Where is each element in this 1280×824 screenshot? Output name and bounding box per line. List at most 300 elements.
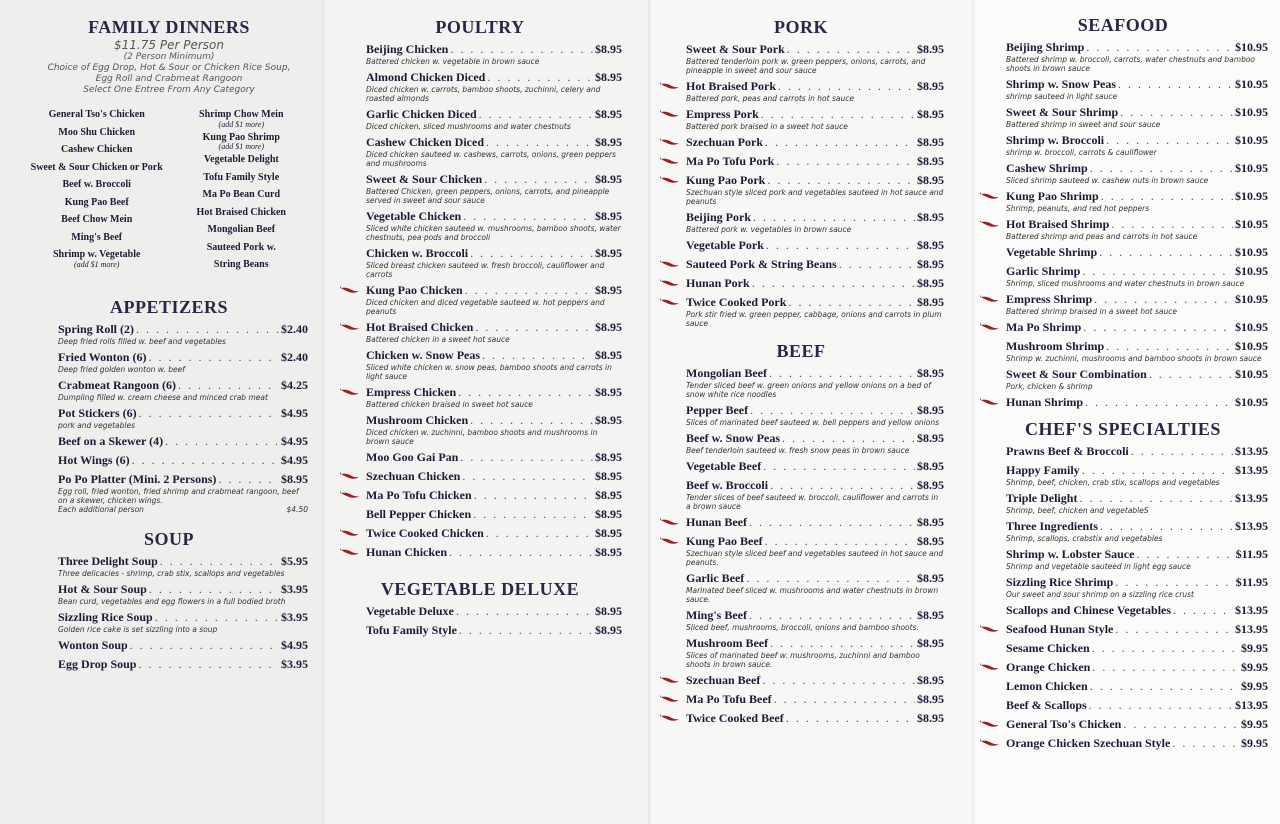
family-entree: Moo Shu Chicken (58, 126, 136, 138)
dot-leader (456, 604, 593, 619)
menu-item-description: Battered chicken in a sweet hot sauce (366, 335, 510, 344)
menu-item-row (58, 472, 308, 487)
menu-item (338, 172, 622, 205)
menu-item-name: Scallops and Chinese Vegetables (1006, 603, 1172, 617)
beef-section (658, 340, 944, 726)
family-entree: Ming's Beef (71, 231, 123, 243)
menu-item-row (366, 172, 622, 187)
dot-leader (149, 582, 279, 597)
menu-item-price: $4.95 (281, 452, 308, 467)
menu-item-price: $3.95 (281, 581, 308, 596)
menu-item-price: $8.95 (917, 571, 944, 585)
menu-item-name: Szechuan Chicken (366, 469, 461, 483)
menu-item-row (1006, 444, 1268, 459)
menu-item-row (1006, 603, 1268, 618)
menu-item-name: Sizzling Rice Soup (58, 609, 153, 624)
menu-item (338, 107, 622, 131)
menu-item-row (1006, 698, 1268, 713)
family-entree: Shrimp w. Vegetable (52, 249, 141, 260)
menu-item-row (1006, 395, 1268, 410)
menu-item-row (686, 636, 944, 651)
soup-list (30, 554, 308, 672)
menu-item (658, 459, 944, 474)
red-pepper-icon (660, 695, 680, 703)
dot-leader (1099, 245, 1233, 260)
each-additional-price: $4.50 (286, 504, 308, 514)
menu-item (338, 246, 622, 279)
family-price: $11.75 Per Person (114, 38, 224, 52)
menu-item-price: $8.95 (917, 173, 944, 187)
menu-item (658, 636, 944, 669)
menu-item-name: Shrimp w. Snow Peas (1006, 77, 1117, 91)
menu-item-name: Mushroom Beef (686, 636, 769, 650)
menu-item (658, 673, 944, 688)
menu-item-row (58, 434, 308, 449)
menu-item-description: Deep fried rolls filled w. beef and vegetables (58, 336, 226, 346)
menu-item-description: Battered pork, peas and carrots in hot sauce (686, 94, 854, 103)
dot-leader (1090, 679, 1239, 694)
menu-item-description: Sliced white chicken w. snow peas, bamboo shoots and carrots in light sauce (366, 363, 612, 381)
menu-item (658, 107, 944, 131)
family-entree: Mongolian Beef (207, 224, 276, 235)
menu-item-price: $8.95 (917, 295, 944, 309)
dot-leader (463, 209, 593, 224)
menu-item-price: $8.95 (595, 283, 622, 297)
red-pepper-icon (340, 472, 360, 480)
menu-item-price: $8.95 (595, 320, 622, 334)
red-pepper-icon (660, 714, 680, 722)
dot-leader (178, 378, 279, 393)
menu-item-row (686, 79, 944, 94)
dot-leader (160, 554, 279, 569)
family-entree: Hot Braised Chicken (196, 206, 286, 218)
menu-item (658, 295, 944, 328)
dot-leader (766, 238, 915, 253)
menu-item-price: $8.95 (917, 459, 944, 473)
menu-item-name: Prawns Beef & Broccoli (1006, 444, 1129, 458)
dot-leader (1106, 133, 1233, 148)
dot-leader (776, 154, 915, 169)
dot-leader (770, 636, 915, 651)
menu-item-price: $2.40 (281, 349, 308, 364)
menu-item-price: $8.95 (917, 711, 944, 725)
red-pepper-icon (340, 323, 360, 331)
menu-item-row (58, 453, 308, 468)
menu-item-description: Battered Chicken, green peppers, onions, carrots, and pineapple served in sweet and sour sauce (366, 187, 610, 205)
menu-item-row (686, 692, 944, 707)
menu-item-description: Shrimp w. zuchinni, mushrooms and bamboo shoots in brown sauce (1006, 354, 1262, 363)
menu-item-description: Battered tenderloin pork w. green peppers, onions, carrots, and pineapple in sweet and sour sauce (686, 57, 926, 75)
menu-item-row (686, 515, 944, 530)
chef-section (978, 418, 1268, 751)
dot-leader (1101, 189, 1233, 204)
menu-item-price: $9.95 (1241, 717, 1268, 731)
menu-item-name: Kung Pao Chicken (366, 283, 463, 297)
dot-leader (750, 403, 915, 418)
dot-leader (139, 406, 279, 421)
dot-leader (1123, 717, 1239, 732)
menu-item-price: $8.95 (595, 545, 622, 559)
menu-item-price: $8.95 (917, 403, 944, 417)
red-pepper-icon (660, 138, 680, 146)
menu-item (658, 692, 944, 707)
menu-item-description: Shrimp, scallops, crabstix and vegetables (1006, 534, 1163, 543)
dot-leader (132, 453, 279, 468)
panel-seafood-chef (972, 0, 1280, 824)
menu-item-price: $8.95 (595, 172, 622, 186)
menu-item-row (1006, 245, 1268, 260)
family-choice: Choice of Egg Drop, Hot & Sour or Chicken Rice Soup, (47, 63, 291, 73)
red-pepper-icon (660, 157, 680, 165)
menu-item-name: Orange Chicken (1006, 660, 1091, 674)
menu-item (658, 173, 944, 206)
menu-item (658, 276, 944, 291)
menu-item-row (58, 350, 308, 365)
family-min: (2 Person Minimum) (123, 52, 215, 62)
menu-item-price: $8.95 (917, 534, 944, 548)
menu-item-price: $8.95 (595, 413, 622, 427)
menu-item-name: Ma Po Tofu Beef (686, 692, 772, 706)
menu-item (658, 711, 944, 726)
family-dinners-info (30, 38, 308, 96)
menu-item-name: Kung Pao Shrimp (1006, 189, 1099, 203)
menu-item-row (366, 385, 622, 400)
dot-leader (486, 135, 593, 150)
dot-leader (746, 571, 915, 586)
family-entree: Sauteed Pork w. (206, 241, 276, 253)
dot-leader (1136, 547, 1233, 562)
each-additional-label: Each additional person (58, 504, 144, 514)
menu-item-row (1006, 105, 1268, 120)
menu-item-name: Garlic Beef (686, 571, 745, 585)
menu-item (338, 348, 622, 381)
menu-item-name: Lemon Chicken (1006, 679, 1088, 693)
family-entree: Beef Chow Mein (61, 214, 133, 225)
menu-item-name: Triple Delight (1006, 491, 1078, 505)
menu-item-price: $10.95 (1235, 320, 1268, 334)
menu-item-name: Empress Shrimp (1006, 292, 1093, 306)
menu-item-description: Diced chicken, sliced mushrooms and water chestnuts (366, 122, 571, 131)
menu-item-description: Sliced shrimp sauteed w. cashew nuts in brown sauce (1006, 176, 1209, 185)
menu-item-price: $8.95 (595, 488, 622, 502)
menu-item (978, 320, 1268, 335)
menu-item-name: Hot Braised Shrimp (1006, 217, 1110, 231)
menu-item (978, 641, 1268, 656)
menu-item-price: $8.95 (917, 692, 944, 706)
red-pepper-icon (340, 491, 360, 499)
menu-item-price: $10.95 (1235, 339, 1268, 353)
menu-item (978, 133, 1268, 157)
menu-item (338, 385, 622, 409)
menu-item-price: $8.95 (917, 276, 944, 290)
dot-leader (839, 257, 915, 272)
dot-leader (782, 431, 915, 446)
red-pepper-icon (980, 323, 1000, 331)
menu-item-price: $8.95 (917, 238, 944, 252)
menu-item (978, 367, 1268, 391)
menu-item (658, 515, 944, 530)
dot-leader (1082, 264, 1233, 279)
menu-item (978, 547, 1268, 571)
menu-item-description: Battered chicken w. vegetable in brown sauce (366, 57, 540, 66)
menu-item-price: $8.95 (595, 385, 622, 399)
dot-leader (765, 534, 915, 549)
menu-item (338, 42, 622, 66)
menu-item-name: Hot Braised Pork (686, 79, 776, 93)
menu-item-name: Twice Cooked Pork (686, 295, 787, 309)
dot-leader (218, 472, 279, 487)
menu-item-row (366, 526, 622, 541)
menu-item-price: $8.95 (595, 209, 622, 223)
menu-item-row (1006, 717, 1268, 732)
menu-item-description: Diced chicken sauteed w. cashews, carrots, onions, green peppers and mushrooms (366, 150, 616, 168)
menu-item-row (686, 403, 944, 418)
menu-item-price: $9.95 (1241, 679, 1268, 693)
menu-item-row (1006, 339, 1268, 354)
menu-item-price: $8.95 (917, 636, 944, 650)
red-pepper-icon (980, 295, 1000, 303)
dot-leader (1092, 660, 1239, 675)
menu-item-row (1006, 217, 1268, 232)
family-entree: Kung Pao Shrimp (202, 131, 280, 143)
menu-item-row (1006, 320, 1268, 335)
menu-item-name: Sizzling Rice Shrimp (1006, 575, 1114, 589)
menu-item-row (686, 276, 944, 291)
dot-leader (761, 107, 915, 122)
menu-item-price: $10.95 (1235, 105, 1268, 119)
dot-leader (1149, 367, 1233, 382)
menu-item (978, 736, 1268, 751)
menu-item-price: $8.95 (917, 135, 944, 149)
appetizers-section (30, 296, 308, 514)
dot-leader (787, 42, 915, 57)
dot-leader (136, 322, 279, 337)
dot-leader (470, 246, 593, 261)
menu-item-name: Mushroom Chicken (366, 413, 469, 427)
family-entree: String Beans (213, 259, 269, 270)
menu-item-description: pork and vegetables (58, 420, 135, 430)
menu-item-row (366, 70, 622, 85)
menu-item-description: Shrimp and vegetable sauteed in light egg sauce (1006, 562, 1191, 571)
menu-item-row (366, 283, 622, 298)
family-entree-grid (30, 106, 308, 274)
appetizers-list (30, 322, 308, 505)
dot-leader (1100, 519, 1233, 534)
menu-item-row (686, 210, 944, 225)
menu-item-name: Cashew Chicken Diced (366, 135, 485, 149)
menu-item-name: Fried Wonton (6) (58, 349, 147, 364)
menu-item-name: Ming's Beef (686, 608, 747, 622)
menu-item-price: $8.95 (917, 478, 944, 492)
dot-leader (770, 478, 915, 493)
red-pepper-icon (660, 82, 680, 90)
menu-item-name: Hunan Shrimp (1006, 395, 1084, 409)
menu-item-name: Mongolian Beef (686, 366, 767, 380)
red-pepper-icon (980, 625, 1000, 633)
menu-item-row (1006, 519, 1268, 534)
dot-leader (487, 70, 593, 85)
dot-leader (484, 172, 593, 187)
menu-item (978, 519, 1268, 543)
dot-leader (763, 459, 915, 474)
menu-item-price: $8.95 (595, 507, 622, 521)
menu-item-description: Pork, chicken & shrimp (1006, 382, 1093, 391)
menu-item-name: Beef w. Broccoli (686, 478, 769, 492)
menu-item-row (1006, 660, 1268, 675)
menu-item-name: Ma Po Tofu Pork (686, 154, 775, 168)
menu-item (978, 217, 1268, 241)
dot-leader (479, 107, 593, 122)
menu-item-name: Szechuan Beef (686, 673, 761, 687)
menu-item-price: $4.95 (281, 433, 308, 448)
menu-item (30, 554, 308, 578)
menu-item-row (58, 657, 308, 672)
menu-item-description: Golden rice cake is set sizzling into a soup (58, 624, 218, 634)
menu-item (658, 608, 944, 632)
menu-item-row (366, 450, 622, 465)
seafood-title: SEAFOOD (1077, 15, 1169, 35)
family-entree: Beef w. Broccoli (62, 179, 131, 190)
menu-item-name: Shrimp w. Lobster Sauce (1006, 547, 1135, 561)
menu-item-description: Diced chicken w. zuchinni, bamboo shoots and mushrooms in brown sauce (366, 428, 598, 446)
menu-item-description: Dumpling filled w. cream cheese and minced crab meat (58, 392, 268, 402)
panel-pork-beef (648, 0, 972, 824)
menu-item-price: $4.95 (281, 405, 308, 420)
family-right-column (175, 106, 308, 274)
menu-item-name: Kung Pao Pork (686, 173, 766, 187)
menu-item-name: Hunan Chicken (366, 545, 448, 559)
menu-item (978, 679, 1268, 694)
menu-item-name: Seafood Hunan Style (1006, 622, 1114, 636)
family-eggroll: Egg Roll and Crabmeat Rangoon (95, 74, 243, 84)
menu-item-row (686, 42, 944, 57)
menu-item (338, 283, 622, 316)
dot-leader (1089, 698, 1233, 713)
menu-item (658, 238, 944, 253)
menu-item-price: $13.95 (1235, 444, 1268, 458)
menu-item (978, 575, 1268, 599)
menu-item (30, 582, 308, 606)
menu-item-price: $13.95 (1235, 603, 1268, 617)
menu-item-name: Happy Family (1006, 463, 1080, 477)
menu-item-description: Three delicacies - shrimp, crab stix, scallops and vegetables (58, 568, 285, 578)
page-fold (322, 0, 326, 824)
menu-item-description: Our sweet and sour shrimp on a sizzling rice crust (1006, 590, 1194, 599)
menu-item-description: Beef tenderloin sauteed w. fresh snow peas in brown sauce (686, 446, 910, 455)
menu-item-price: $8.95 (595, 135, 622, 149)
menu-item-name: Beijing Pork (686, 210, 751, 224)
menu-item-name: Pot Stickers (6) (58, 405, 137, 420)
menu-item (978, 161, 1268, 185)
menu-item-description: Battered shrimp and peas and carrots in hot sauce (1006, 232, 1198, 241)
menu-item-price: $8.95 (595, 469, 622, 483)
menu-item-price: $8.95 (917, 608, 944, 622)
menu-item-row (366, 488, 622, 503)
menu-item (658, 403, 944, 427)
menu-item-name: Beef & Scallops (1006, 698, 1087, 712)
menu-item-name: Chicken w. Snow Peas (366, 348, 481, 362)
red-pepper-icon (660, 518, 680, 526)
menu-item-description: Tender sliced beef w. green onions and yellow onions on a bed of snow white rice noodles (686, 381, 931, 399)
dot-leader (474, 488, 593, 503)
family-entree: Sweet & Sour Chicken or Pork (30, 161, 163, 173)
dot-leader (1115, 622, 1233, 637)
menu-item-price: $10.95 (1235, 161, 1268, 175)
dot-leader (460, 450, 593, 465)
menu-item (338, 545, 622, 560)
menu-item-name: Hot Wings (6) (58, 452, 130, 467)
menu-item (978, 40, 1268, 73)
menu-item (30, 378, 308, 402)
menu-item-row (366, 507, 622, 522)
menu-item-name: Tofu Family Style (366, 623, 457, 637)
menu-item-row (686, 135, 944, 150)
menu-item-row (1006, 40, 1268, 55)
dot-leader (752, 276, 915, 291)
menu-item (978, 245, 1268, 260)
menu-item (978, 491, 1268, 515)
red-pepper-icon (980, 720, 1000, 728)
menu-item (30, 638, 308, 653)
dot-leader (458, 385, 593, 400)
menu-item-row (686, 673, 944, 688)
menu-item-description: shrimp sauteed in light sauce (1006, 92, 1118, 101)
menu-item-description: Szechuan style sliced beef and vegetables sauteed in hot sauce and peanuts. (686, 549, 944, 567)
menu-item-name: Vegetable Pork (686, 238, 764, 252)
menu-item (978, 660, 1268, 675)
red-pepper-icon (340, 529, 360, 537)
menu-item-price: $9.95 (1241, 641, 1268, 655)
menu-item-row (58, 406, 308, 421)
dot-leader (482, 348, 593, 363)
family-entree: Ma Po Bean Curd (202, 189, 281, 200)
menu-item-name: Beef on a Skewer (4) (58, 433, 164, 448)
menu-item-price: $8.95 (917, 210, 944, 224)
menu-item-description: Diced chicken and diced vegetable sauteed w. hot peppers and peanuts (366, 298, 605, 316)
dot-leader (1120, 105, 1233, 120)
menu-item-name: Twice Cooked Chicken (366, 526, 484, 540)
menu-item (978, 717, 1268, 732)
menu-item (978, 189, 1268, 213)
menu-item-price: $2.40 (281, 321, 308, 336)
menu-item-row (366, 413, 622, 428)
menu-item-row (366, 246, 622, 261)
menu-item-name: Garlic Chicken Diced (366, 107, 477, 121)
menu-item (658, 42, 944, 75)
dot-leader (753, 210, 915, 225)
menu-item-row (1006, 189, 1268, 204)
panel-poultry (322, 0, 648, 824)
menu-item-price: $8.95 (595, 348, 622, 362)
dot-leader (786, 711, 915, 726)
menu-item-description: Tender slices of beef sauteed w. broccoli, cauliflower and carrots in a brown sauce (686, 493, 939, 511)
menu-item-price: $13.95 (1235, 463, 1268, 477)
menu-item (978, 622, 1268, 637)
menu-item-name: Vegetable Shrimp (1006, 245, 1098, 259)
menu-item-name: Empress Chicken (366, 385, 457, 399)
dot-leader (165, 434, 279, 449)
menu-item-row (686, 154, 944, 169)
menu-item-row (58, 638, 308, 653)
panel-family-appetizers-soup (0, 0, 322, 824)
menu-item-price: $8.95 (281, 471, 308, 486)
menu-item-price: $8.95 (917, 366, 944, 380)
menu-item-row (1006, 463, 1268, 478)
dot-leader (769, 366, 915, 381)
menu-item-description: Battered shrimp w. broccoli, carrots, water chestnuts and bamboo shoots in brown sauce (1006, 55, 1256, 73)
beef-list (658, 366, 944, 726)
menu-item-description: Shrimp, sliced mushrooms and water chestnuts in brown sauce (1006, 279, 1245, 288)
